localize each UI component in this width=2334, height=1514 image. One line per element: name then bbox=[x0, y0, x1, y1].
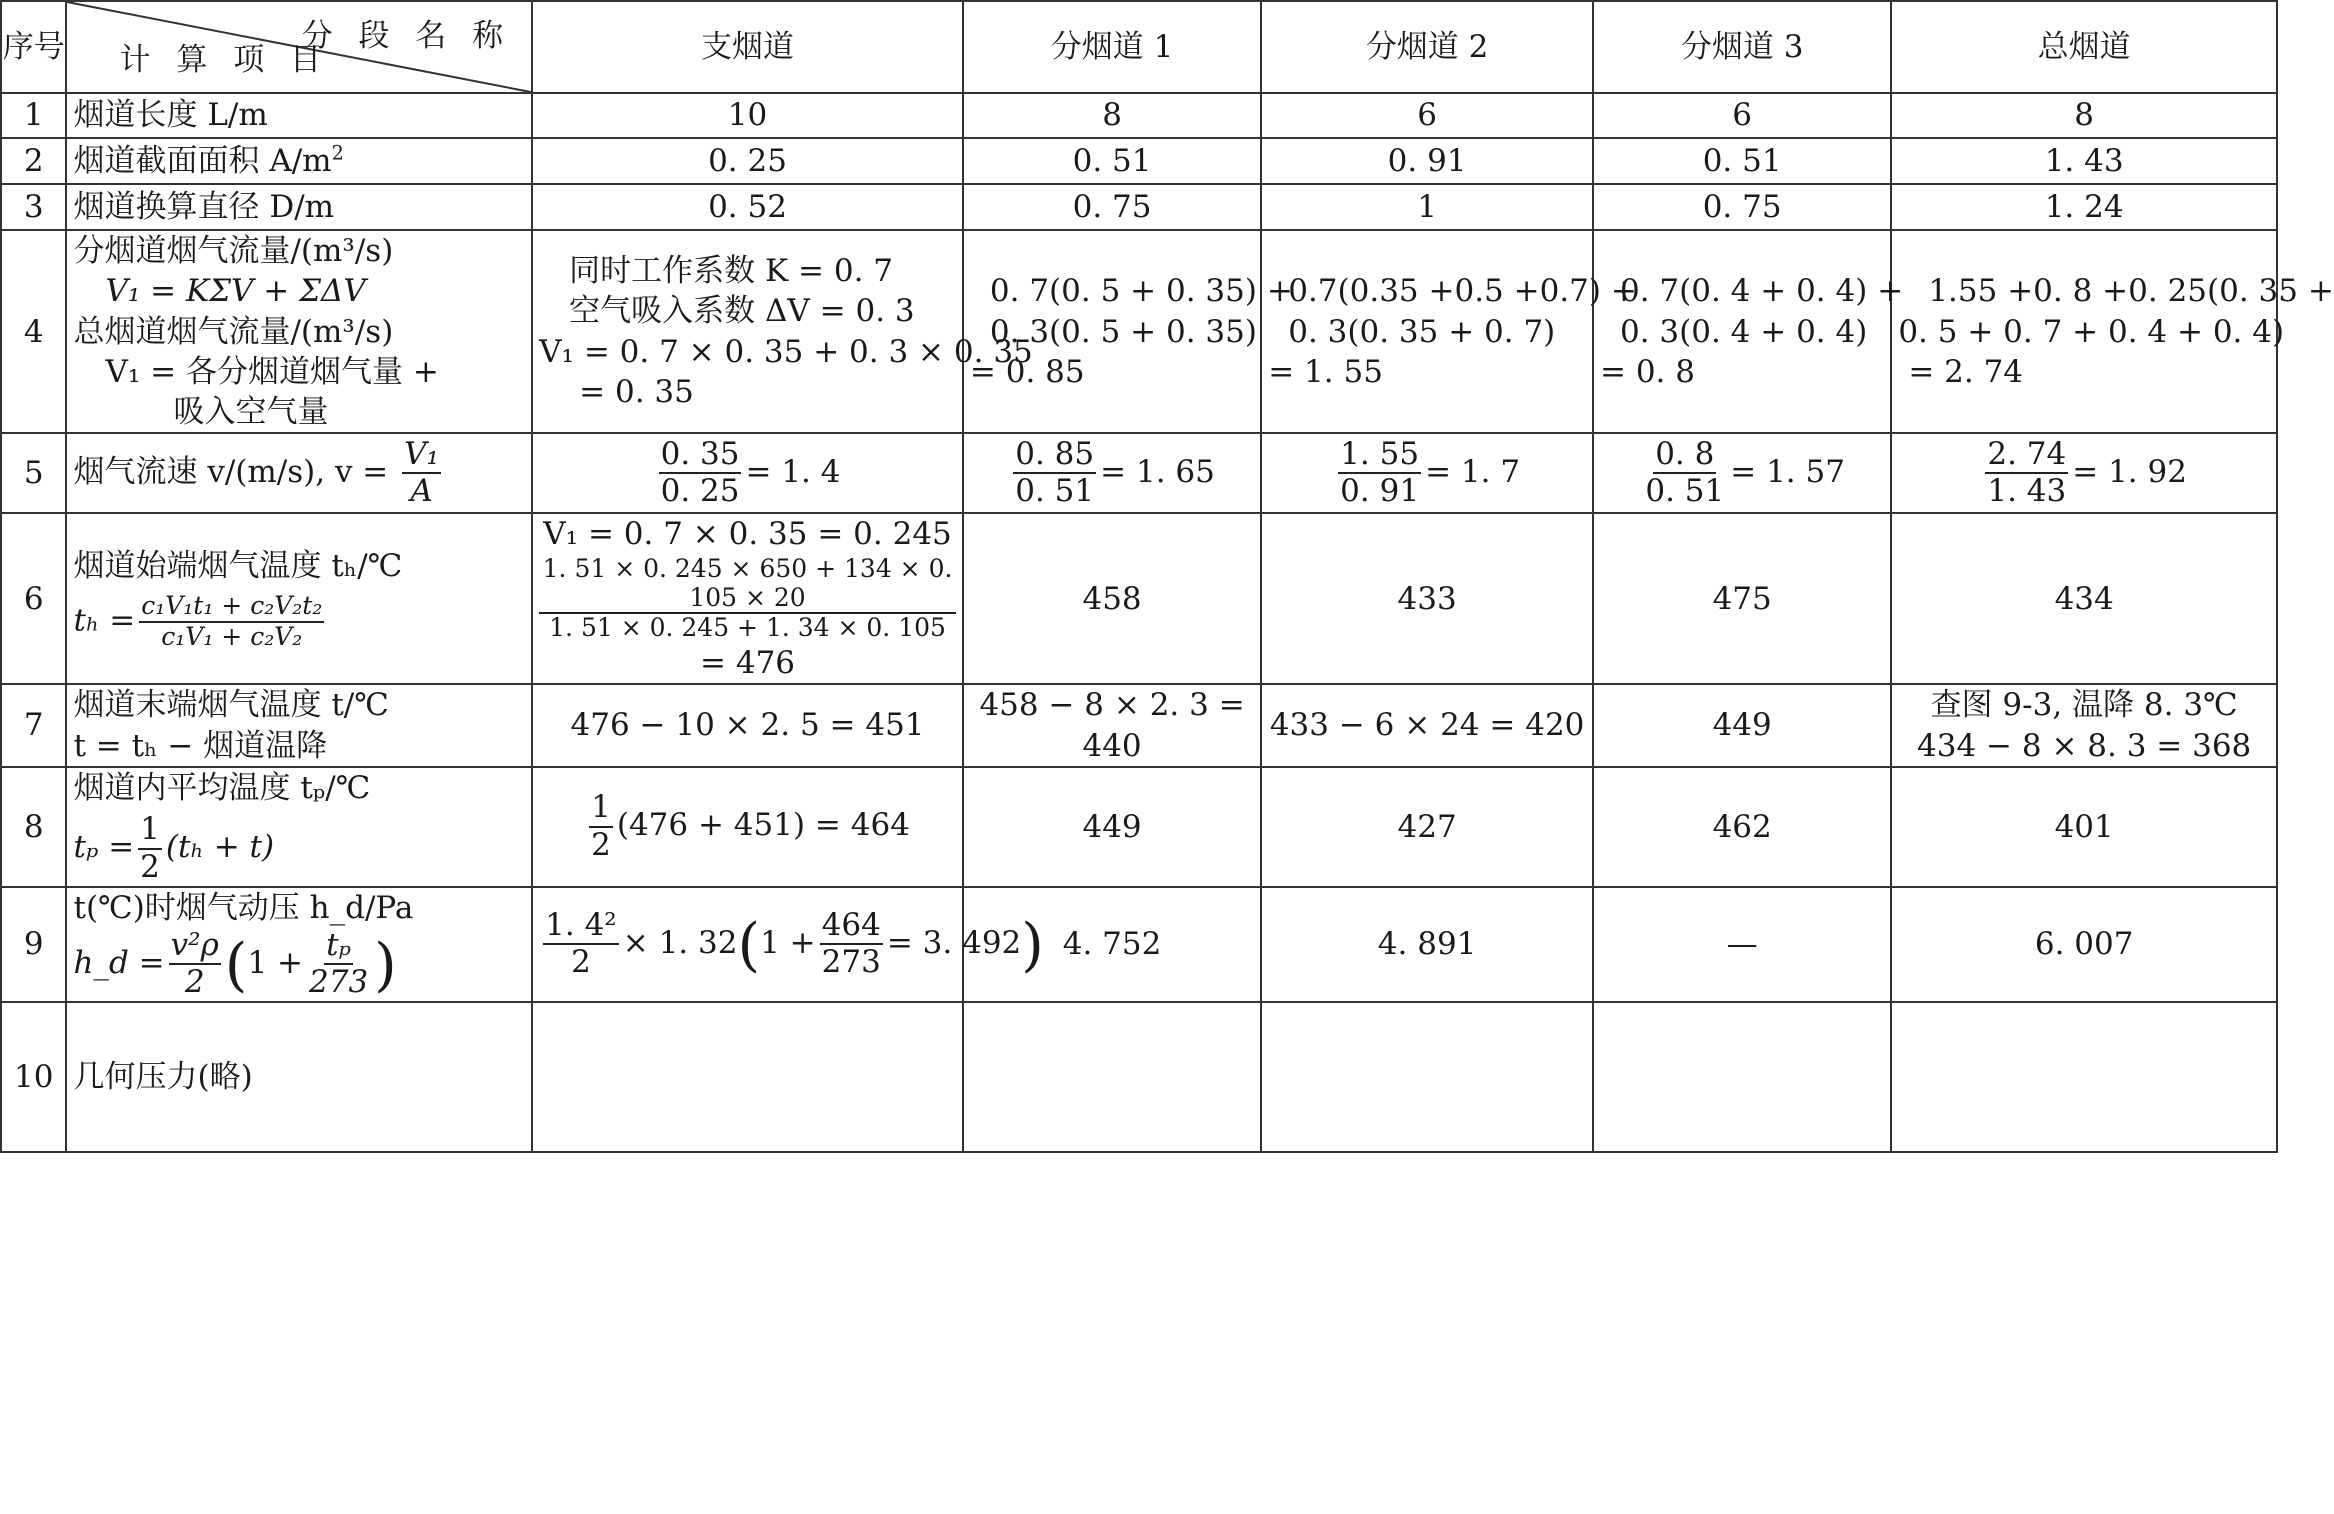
cell: 8 bbox=[1891, 93, 2277, 138]
col-header-branch: 支烟道 bbox=[532, 1, 963, 93]
cell: 449 bbox=[1593, 684, 1891, 767]
cell: 458 − 8 × 2. 3 = 440 bbox=[963, 684, 1261, 767]
table-row bbox=[1, 684, 2277, 767]
cell: 0. 75 bbox=[963, 184, 1261, 230]
row-item: 烟气流速 v/(m/s), v = $\frac{\text{V₁}}{A}$ bbox=[66, 433, 532, 513]
cell: 401 bbox=[1891, 767, 2277, 887]
cell: 8 bbox=[963, 93, 1261, 138]
col-header-sub3: 分烟道 3 bbox=[1593, 1, 1891, 93]
cell: 1.55 +0. 8 +0. 25(0. 35 + 0. 5 + 0. 7 + 0. 4 + 0. 4) = 2. 74 bbox=[1891, 230, 2277, 433]
segment-name-label: 分 段 名 称 bbox=[301, 18, 512, 54]
cell: 0. 7(0. 5 + 0. 35) + 0. 3(0. 5 + 0. 35) = 0. 85 bbox=[963, 230, 1261, 433]
cell: 4. 752 bbox=[963, 887, 1261, 1003]
cell: V₁ = 0. 7 × 0. 35 = 0. 245 $\frac{1. 51 \times 0. 245 \times 650 + 134 \times 0. 105 \times 20}{1. 51 \times 0. 245 + 1. 34 \times 0. 105}$ = 476 bbox=[532, 513, 963, 684]
cell: 4. 891 bbox=[1261, 887, 1593, 1003]
cell: 查图 9-3, 温降 8. 3℃ 434 − 8 × 8. 3 = 368 bbox=[1891, 684, 2277, 767]
table-row bbox=[1, 433, 2277, 513]
cell bbox=[1593, 1002, 1891, 1152]
cell: 10 bbox=[532, 93, 963, 138]
row-number: 10 bbox=[1, 1002, 66, 1152]
row-item: 烟道内平均温度 tₚ/℃ tₚ = $\frac{1}{2}$ (tₕ + t) bbox=[66, 767, 532, 887]
cell: 0.7(0.35 +0.5 +0.7) + 0. 3(0. 35 + 0. 7) = 1. 55 bbox=[1261, 230, 1593, 433]
cell: — bbox=[1593, 887, 1891, 1003]
row-item: 烟道截面面积 $A/m^2$ bbox=[66, 138, 532, 184]
index-header: 序号 bbox=[1, 1, 66, 93]
calc-item-label: 计 算 项 目 bbox=[119, 41, 330, 78]
cell: 0. 52 bbox=[532, 184, 963, 230]
row-item: 烟道始端烟气温度 tₕ/℃ tₕ = $\frac{\text{c₁V₁t₁ + c₂V₂t₂}}{\text{c₁V₁ + c₂V₂}}$ bbox=[66, 513, 532, 684]
cell: 458 bbox=[963, 513, 1261, 684]
cell: $\frac{0. 85}{0. 51}$ = 1. 65 bbox=[963, 433, 1261, 513]
cell: $\frac{\text{1. 4²}}{2}$ × 1. 32(1 + $\frac{464}{273}$ = 3. 492) bbox=[532, 887, 963, 1003]
table-row bbox=[1, 1002, 2277, 1152]
cell: 6. 007 bbox=[1891, 887, 2277, 1003]
table-row bbox=[1, 138, 2277, 184]
cell: 462 bbox=[1593, 767, 1891, 887]
cell: 427 bbox=[1261, 767, 1593, 887]
diagonal-header-cell bbox=[66, 1, 532, 93]
cell: 0. 51 bbox=[963, 138, 1261, 184]
cell: $\frac{0. 35}{0. 25}$ = 1. 4 bbox=[532, 433, 963, 513]
table-row bbox=[1, 230, 2277, 433]
cell: 1 bbox=[1261, 184, 1593, 230]
row-number: 2 bbox=[1, 138, 66, 184]
cell: 同时工作系数 K = 0. 7 空气吸入系数 ΔV = 0. 3 V₁ = 0. 7 × 0. 35 + 0. 3 × 0. 35 = 0. 35 bbox=[532, 230, 963, 433]
row-number: 9 bbox=[1, 887, 66, 1003]
col-header-main: 总烟道 bbox=[1891, 1, 2277, 93]
cell: $\frac{0. 8}{0. 51}$ = 1. 57 bbox=[1593, 433, 1891, 513]
row-item: 分烟道烟气流量/(m³/s) V₁ = KΣV + ΣΔV 总烟道烟气流量/(m³/s) V₁ = 各分烟道烟气量 + 吸入空气量 bbox=[66, 230, 532, 433]
row-number: 5 bbox=[1, 433, 66, 513]
col-header-sub2: 分烟道 2 bbox=[1261, 1, 1593, 93]
cell: 0. 75 bbox=[1593, 184, 1891, 230]
table-row bbox=[1, 184, 2277, 230]
row-number: 6 bbox=[1, 513, 66, 684]
row-number: 7 bbox=[1, 684, 66, 767]
cell: 433 bbox=[1261, 513, 1593, 684]
row-number: 1 bbox=[1, 93, 66, 138]
table-row bbox=[1, 767, 2277, 887]
cell: 0. 51 bbox=[1593, 138, 1891, 184]
cell bbox=[532, 1002, 963, 1152]
cell bbox=[963, 1002, 1261, 1152]
velocity-fraction: $\frac{\text{V₁}}{A}$ bbox=[404, 435, 439, 510]
cell: 475 bbox=[1593, 513, 1891, 684]
row-item: 烟道末端烟气温度 t/℃ t = tₕ − 烟道温降 bbox=[66, 684, 532, 767]
cell: 6 bbox=[1593, 93, 1891, 138]
cell: $\frac{2. 74}{1. 43}$ = 1. 92 bbox=[1891, 433, 2277, 513]
col-header-sub1: 分烟道 1 bbox=[963, 1, 1261, 93]
cell: 0. 91 bbox=[1261, 138, 1593, 184]
cell: 476 − 10 × 2. 5 = 451 bbox=[532, 684, 963, 767]
row-item: 几何压力(略) bbox=[66, 1002, 532, 1152]
row-item: t(℃)时烟气动压 h_d/Pa h_d = $\frac{\text{v²ρ}}{2}$ (1 + $\frac{\text{tₚ}}{273}$ ) bbox=[66, 887, 532, 1003]
table-row bbox=[1, 513, 2277, 684]
cell bbox=[1261, 1002, 1593, 1152]
table-row bbox=[1, 93, 2277, 138]
table-row bbox=[1, 887, 2277, 1003]
cell: 1. 43 bbox=[1891, 138, 2277, 184]
cell: 6 bbox=[1261, 93, 1593, 138]
cell: 0. 7(0. 4 + 0. 4) + 0. 3(0. 4 + 0. 4) = 0. 8 bbox=[1593, 230, 1891, 433]
cell: $\frac{1}{2}$ (476 + 451) = 464 bbox=[532, 767, 963, 887]
cell: 433 − 6 × 24 = 420 bbox=[1261, 684, 1593, 767]
cell: 449 bbox=[963, 767, 1261, 887]
cell bbox=[1891, 1002, 2277, 1152]
cell: 0. 25 bbox=[532, 138, 963, 184]
header-row bbox=[1, 1, 2277, 93]
row-number: 4 bbox=[1, 230, 66, 433]
cell: 1. 24 bbox=[1891, 184, 2277, 230]
row-item: 烟道长度 L/m bbox=[66, 93, 532, 138]
cell: $\frac{1. 55}{0. 91}$ = 1. 7 bbox=[1261, 433, 1593, 513]
cell: 434 bbox=[1891, 513, 2277, 684]
row-number: 8 bbox=[1, 767, 66, 887]
row-number: 3 bbox=[1, 184, 66, 230]
row-item: 烟道换算直径 D/m bbox=[66, 184, 532, 230]
